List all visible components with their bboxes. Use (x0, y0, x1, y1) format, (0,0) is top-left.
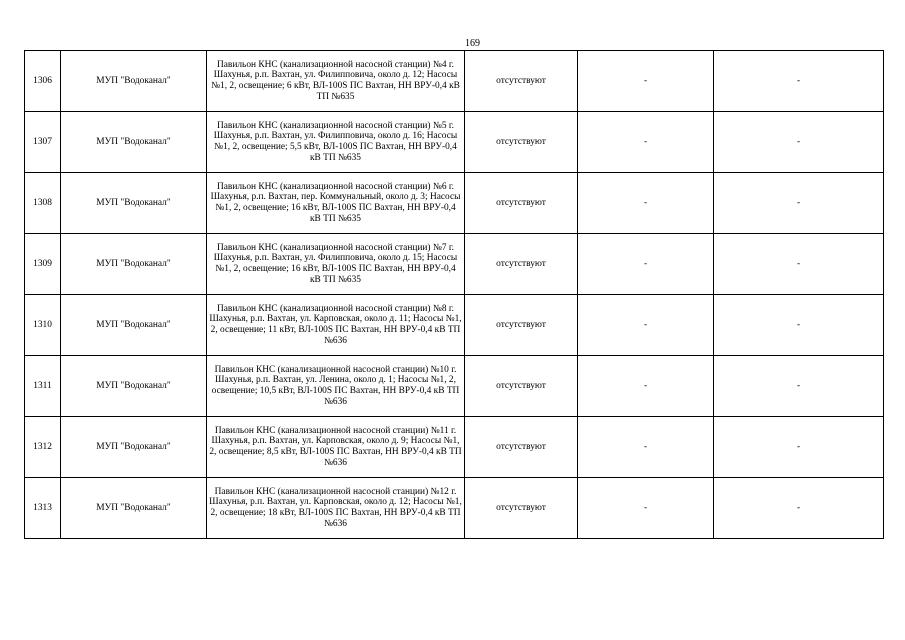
cell-object-description: Павильон КНС (канализационной насосной станции) №7 г. Шахунья, р.п. Вахтан, ул. Филипповича, около д. 15; Насосы №1, 2, освещение; 16 кВт, ВЛ-100S ПС Вахтан, НН ВРУ-0,4 кВ ТП №635 (207, 234, 465, 295)
cell-encumbrances: отсутствуют (465, 112, 578, 173)
cell-organization: МУП "Водоканал" (61, 112, 207, 173)
cell-column-5: - (578, 478, 714, 539)
cell-column-5: - (578, 417, 714, 478)
cell-row-number: 1309 (25, 234, 61, 295)
cell-column-5: - (578, 51, 714, 112)
cell-encumbrances: отсутствуют (465, 51, 578, 112)
cell-object-description: Павильон КНС (канализационной насосной станции) №11 г. Шахунья, р.п. Вахтан, ул. Карповская, около д. 9; Насосы №1, 2, освещение; 8,5 кВт, ВЛ-100S ПС Вахтан, НН ВРУ-0,4 кВ ТП №636 (207, 417, 465, 478)
cell-column-5: - (578, 234, 714, 295)
cell-object-description: Павильон КНС (канализационной насосной станции) №10 г. Шахунья, р.п. Вахтан, ул. Ленина, около д. 1; Насосы №1, 2, освещение; 10,5 кВт, ВЛ-100S ПС Вахтан, НН ВРУ-0,4 кВ ТП №636 (207, 356, 465, 417)
cell-organization: МУП "Водоканал" (61, 173, 207, 234)
cell-column-5: - (578, 173, 714, 234)
table-row (25, 51, 884, 112)
table-row (25, 356, 884, 417)
cell-row-number: 1312 (25, 417, 61, 478)
table-row (25, 234, 884, 295)
cell-encumbrances: отсутствуют (465, 478, 578, 539)
cell-row-number: 1306 (25, 51, 61, 112)
cell-encumbrances: отсутствуют (465, 356, 578, 417)
cell-organization: МУП "Водоканал" (61, 295, 207, 356)
page-number: 169 (465, 38, 480, 49)
cell-column-6: - (714, 295, 884, 356)
registry-table-body (25, 51, 884, 539)
cell-encumbrances: отсутствуют (465, 234, 578, 295)
cell-column-6: - (714, 356, 884, 417)
cell-row-number: 1307 (25, 112, 61, 173)
cell-object-description: Павильон КНС (канализационной насосной станции) №12 г. Шахунья, р.п. Вахтан, ул. Карповская, около д. 12; Насосы №1, 2, освещение; 18 кВт, ВЛ-100S ПС Вахтан, НН ВРУ-0,4 кВ ТП №636 (207, 478, 465, 539)
cell-column-5: - (578, 112, 714, 173)
cell-column-5: - (578, 295, 714, 356)
cell-row-number: 1311 (25, 356, 61, 417)
table-row (25, 478, 884, 539)
cell-column-5: - (578, 356, 714, 417)
table-row (25, 173, 884, 234)
cell-column-6: - (714, 51, 884, 112)
cell-column-6: - (714, 112, 884, 173)
cell-object-description: Павильон КНС (канализационной насосной станции) №8 г. Шахунья, р.п. Вахтан, ул. Карповская, около д. 11; Насосы №1, 2, освещение; 11 кВт, ВЛ-100S ПС Вахтан, НН ВРУ-0,4 кВ ТП №636 (207, 295, 465, 356)
cell-organization: МУП "Водоканал" (61, 478, 207, 539)
cell-column-6: - (714, 417, 884, 478)
registry-table (24, 50, 884, 539)
cell-encumbrances: отсутствуют (465, 295, 578, 356)
cell-column-6: - (714, 173, 884, 234)
cell-organization: МУП "Водоканал" (61, 417, 207, 478)
table-row (25, 417, 884, 478)
cell-encumbrances: отсутствуют (465, 173, 578, 234)
cell-object-description: Павильон КНС (канализационной насосной станции) №5 г. Шахунья, р.п. Вахтан, ул. Филипповича, около д. 16; Насосы №1, 2, освещение; 5,5 кВт, ВЛ-100S ПС Вахтан, НН ВРУ-0,4 кВ ТП №635 (207, 112, 465, 173)
cell-object-description: Павильон КНС (канализационной насосной станции) №6 г. Шахунья, р.п. Вахтан, пер. Коммунальный, около д. 3; Насосы №1, 2, освещение; 16 кВт, ВЛ-100S ПС Вахтан, НН ВРУ-0,4 кВ ТП №635 (207, 173, 465, 234)
cell-row-number: 1313 (25, 478, 61, 539)
table-row (25, 112, 884, 173)
cell-column-6: - (714, 478, 884, 539)
cell-organization: МУП "Водоканал" (61, 51, 207, 112)
cell-organization: МУП "Водоканал" (61, 356, 207, 417)
cell-row-number: 1308 (25, 173, 61, 234)
table-row (25, 295, 884, 356)
cell-object-description: Павильон КНС (канализационной насосной станции) №4 г. Шахунья, р.п. Вахтан, ул. Филипповича, около д. 12; Насосы №1, 2, освещение; 6 кВт, ВЛ-100S ПС Вахтан, НН ВРУ-0,4 кВ ТП №635 (207, 51, 465, 112)
cell-encumbrances: отсутствуют (465, 417, 578, 478)
cell-organization: МУП "Водоканал" (61, 234, 207, 295)
cell-column-6: - (714, 234, 884, 295)
cell-row-number: 1310 (25, 295, 61, 356)
